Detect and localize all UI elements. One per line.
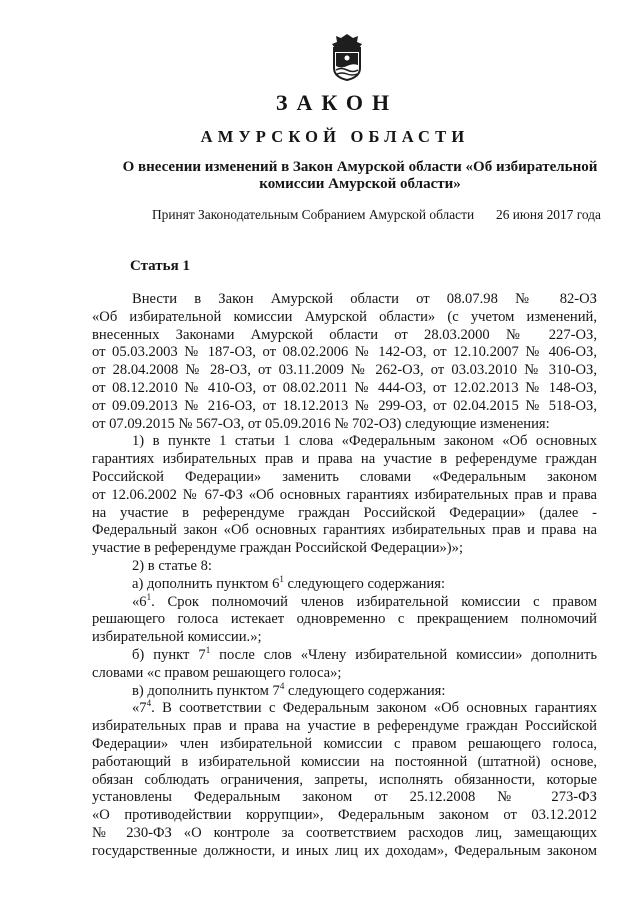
body-line: избирательной комиссии.»; [92, 629, 262, 646]
body-line: Внести в Закон Амурской области от 08.07.98 № 82-ОЗ [132, 291, 597, 307]
region-name: АМУРСКОЙ ОБЛАСТИ [200, 127, 470, 146]
adopted-date: 26 июня 2017 года [496, 207, 601, 222]
body-line: 1) в пункте 1 статьи 1 слова «Федеральным законом «Об основных [132, 433, 597, 450]
amur-coat-of-arms-emblem [327, 32, 367, 82]
body-line: работающий в избирательной комиссии на постоянной (штатной) основе, [92, 753, 597, 770]
body-line: № 230-ФЗ «О контроле за соответствием расходов лиц, замещающих [92, 824, 597, 841]
body-line: «$7^4$. В соответствии с Федеральным законом «Об основных гарантиях [132, 698, 597, 717]
body-line: от 05.03.2003 № 187-ОЗ, от 08.02.2006 № 142-ОЗ, от 12.10.2007 № 406-ОЗ, [92, 344, 597, 361]
law-heading: О внесении изменений в Закон Амурской области «Об избирательной комиссии Амурской области» [122, 159, 598, 192]
body-line: от 07.09.2015 № 567-ОЗ, от 05.09.2016 № 702-ОЗ) следующие изменения: [92, 415, 550, 432]
body-line: от 08.12.2010 № 410-ОЗ, от 08.02.2011 № 444-ОЗ, от 12.02.2013 № 148-ОЗ, [92, 379, 597, 396]
body-line: Федеральный закон «Об основных гарантиях избирательных прав и права на [92, 522, 597, 539]
body-line: «Об избирательной комиссии Амурской области» (с учетом изменений, [92, 308, 597, 325]
body-line: внесенных Законами Амурской области от 28.03.2000 № 227-ОЗ, [92, 326, 597, 343]
body-line: словами «с правом решающего голоса»; [92, 664, 342, 681]
article-body [92, 291, 597, 861]
body-line: в) дополнить пунктом $7^4$ следующего содержания: [132, 680, 446, 699]
body-line: участие в референдуме граждан Российской Федерации»)»; [92, 540, 464, 557]
body-line: а) дополнить пунктом $6^1$ следующего содержания: [132, 573, 446, 592]
body-line: Российской Федерации» заменить словами «Федеральным законом [92, 468, 597, 485]
body-line: б) пункт $7^1$ после слов «Члену избирательной комиссии» дополнить [132, 645, 597, 663]
body-line: государственные должности, и иных лиц их доходам», Федеральным законом [92, 842, 597, 859]
body-line: Федерации» член избирательной комиссии с правом решающего голоса, [92, 735, 597, 752]
body-line: на участие в референдуме граждан Российской Федерации» (далее - [92, 504, 597, 521]
body-line: избирательных прав и права на участие в референдуме граждан Российской [92, 718, 597, 735]
adopted-by: Принят Законодательным Собранием Амурской области [152, 207, 475, 222]
body-line: от 12.06.2002 № 67-ФЗ «Об основных гарантиях избирательных прав и права [92, 486, 597, 503]
body-line: решающего голоса истекает одновременно с прекращением полномочий [92, 611, 597, 628]
body-line: «О противодействии коррупции», Федеральным законом от 03.12.2012 [92, 807, 597, 824]
body-line: 2) в статье 8: [132, 557, 212, 574]
law-title: ЗАКОН [275, 90, 399, 115]
body-line: установлены Федеральным законом от 25.12.2008 № 273-ФЗ [92, 789, 597, 806]
body-line: «$6^1$. Срок полномочий членов избирательной комиссии с правом [132, 591, 597, 610]
body-line: гарантиях избирательных прав и права на участие в референдуме граждан [92, 451, 597, 468]
body-line: от 28.04.2008 № 28-ОЗ, от 03.11.2009 № 262-ОЗ, от 03.03.2010 № 310-ОЗ, [92, 362, 597, 379]
article-title: Статья 1 [130, 258, 190, 274]
body-line: обязан соблюдать ограничения, запреты, исполнять обязанности, которые [92, 771, 597, 788]
body-line: от 09.09.2013 № 216-ОЗ, от 18.12.2013 № 299-ОЗ, от 02.04.2015 № 518-ОЗ, [92, 397, 597, 414]
